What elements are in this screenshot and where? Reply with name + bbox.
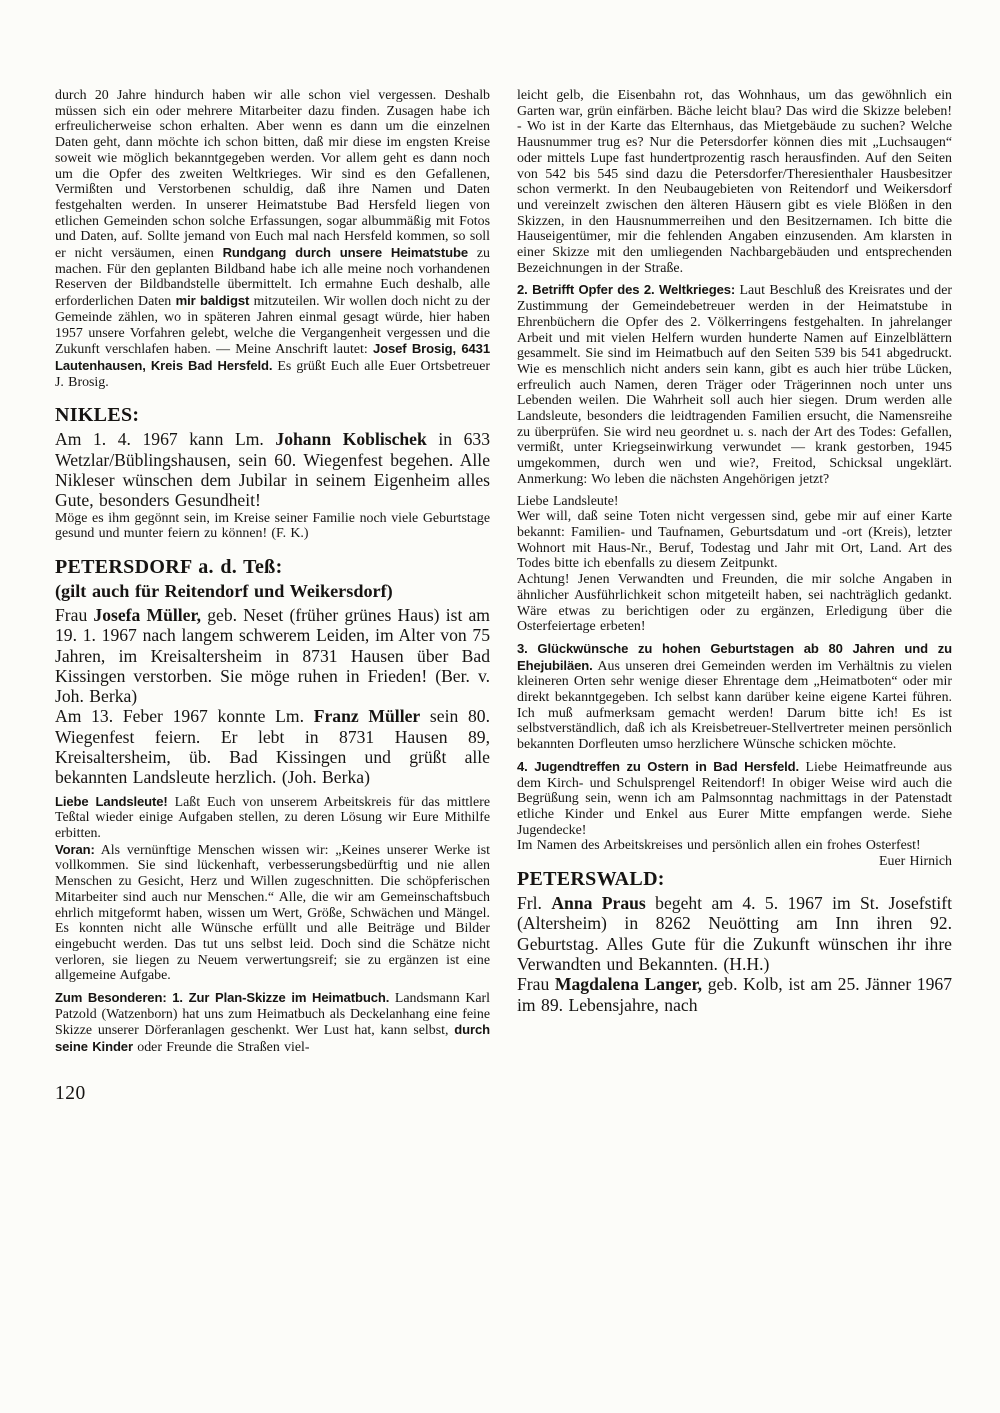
- emphasis-text: PETERSWALD:: [517, 868, 665, 891]
- emphasis-text: durch seine Kinder: [55, 1022, 490, 1055]
- petersdorf-obituary-paragraph: [55, 605, 490, 706]
- nikles-wishes-paragraph: [55, 511, 490, 542]
- column-blocks-left: [55, 88, 490, 1056]
- emphasis-text: NIKLES:: [55, 404, 140, 427]
- text-run: Es grüßt Euch alle Euer Ortsbetreuer J. Brosig.: [55, 358, 490, 390]
- text-run: leicht gelb, die Eisenbahn rot, das Wohnhaus, um das gewöhnlich ein Garten war, grün einfärben. Bäche leicht blau? Das wird die Skizze beleben! - Wo ist in der Karte das Elternhaus, das Mietgebäude zu suchen? Welche Hausnummer trug es? Nur die Petersdorfer können dies mit „Luchsaugen“ oder mittels Lupe fast hundertprozentig rasch herausfinden. Auf den Seiten von 542 bis 545 sind dazu die Petersdorfer/Theresienthaler Hausbesitzer schon vermerkt. In den Neubaugebieten von Reitendorf und Weikersdorf und vereinzelt zwischen den älteren Häusern gibt es viele Blößen in den Skizzen, in den Hausnummerreihen und den Besitzernamen. Ich bitte die Hauseigentümer, mir die fehlenden Angaben einzusenden. Am klarsten in einer Skizze mit den umliegenden Nachbargebäuden und entsprechenden Bezeichnungen in der Straße.: [517, 88, 952, 276]
- text-run: Möge es ihm gegönnt sein, im Kreise seiner Familie noch viele Geburtstage gesund und munter feiern zu können! (F. K.): [55, 510, 490, 542]
- peterswald-heading: [517, 868, 952, 891]
- text-run: oder Freunde die Straßen viel-: [132, 1040, 310, 1056]
- text-run: begeht am 4. 5. 1967 im St. Josefstift (Altersheim) in 8262 Neuötting am Inn ihren 92. Geburtstag. Alles Gute für die Zukunft wünschen ihr ihre Verwandten und Bekannten. (H.H.): [517, 893, 953, 974]
- text-run: Laßt Euch von unserem Arbeitskreis für das mittlere Teßtal wieder einige Aufgaben stellen, zu deren Lösung wir Eure Mithilfe erbitten.: [55, 794, 490, 842]
- petersdorf-heading: [55, 556, 490, 579]
- text-run: Wer will, daß seine Toten nicht vergessen sind, gebe mir auf einer Karte bekannt: Familien- und Taufnamen, Geburtsdatum und -ort (Kreis), letzter Wohnort mit Haus-Nr., Beruf, Todestag und Jahr mit Ort, Land. Art des Todes bitte ich ebenfalls zu diesem Zeitpunkt.: [517, 509, 952, 572]
- peterswald-birthday-paragraph: [517, 893, 952, 974]
- text-run: Laut Beschluß des Kreisrates und der Zustimmung der Gemeindebetreuer werden in der Heimatstube in Ehrenbüchern die Opfer des 2. Völkerringens festgehalten. In jahrelanger Arbeit und mit vielen Helfern wurden hunderte Namen auf Einzelblättern gesammelt. Sie sind im Heimatbuch auf den Seiten 539 bis 541 abgedruckt. Wie es menschlich nicht anders sein kann, gibt es auch hier trübe Lücken, erfreulich auch Namen, deren Träger oder Trägerinnen noch unter uns Lebenden weilen. Die Wahrheit soll auch hier siegen. Drum werden alle Landsleute, besonders die leidtragenden Familien ersucht, die Namensreihe zu überprüfen. Sie wird neu geordnet u. s. nach der Art des Todes: Gefallen, vermißt, unter Kriegseinwirkung verwundet — krank gestorben, 1945 umgekommen, durch wen und wie?, Freitod, Schicksal ungeklärt. Anmerkung: Wo leben die nächsten Angehörigen jetzt?: [517, 283, 952, 487]
- text-run: sein 80. Wiegenfest feiern. Er lebt in 8731 Hausen 89, Kreisaltersheim, üb. Bad Kissingen und grüßt alle bekannten Landsleute herzlich. (Joh. Berka): [55, 706, 490, 788]
- emphasis-text: Rundgang durch unsere Heimatstube: [222, 245, 469, 261]
- opfer-weltkrieg-paragraph: [517, 282, 952, 487]
- emphasis-text: Voran:: [55, 841, 95, 857]
- petersdorf-birthday-paragraph: [55, 706, 490, 787]
- text-run: Am 1. 4. 1967 kann Lm.: [55, 429, 276, 450]
- emphasis-text: Anna Praus: [551, 893, 646, 914]
- text-run: mitzuteilen. Wir wollen doch nicht zu der Gemeinde zählen, wo in späteren Jahren einmal gesagt würde, hier haben 1957 unsere Vorfahren gelebt, welche die Vergangenheit vergessen und die Zukunft verschlafen haben. — Meine Anschrift lautet:: [55, 294, 491, 358]
- text-run: zu machen. Für den geplanten Bildband habe ich alle meine noch vorhandenen Reserven der Bildbandstelle übermittelt. Ich ermahne Euch deshalb, alle erforderlichen Daten: [55, 246, 490, 310]
- text-run: Am 13. Feber 1967 konnte Lm.: [55, 706, 314, 727]
- text-run: Frau: [517, 974, 555, 995]
- nikles-heading: [55, 404, 490, 427]
- text-run: Achtung! Jenen Verwandten und Freunden, die mir solche Angaben in ähnlicher Ausführlichkeit schon mitgeteilt haben, sei nachträglich gedankt. Wäre etwas zu berichtigen oder zu ergänzen, Erledigung über die Osterfeiertage erbeten!: [517, 572, 952, 635]
- text-run: geb. Neset (früher grünes Haus) ist am 19. 1. 1967 nach langem schwerem Leiden, im Alter von 75 Jahren, im Kreisaltersheim in 8731 Hausen über Bad Kissingen verstorben. Sie möge ruhen in Frieden! (Ber. v. Joh. Berka): [55, 604, 490, 707]
- intro-continuation-paragraph: [55, 88, 490, 390]
- text-run: Im Namen des Arbeitskreises und persönlich allen ein frohes Osterfest!: [517, 838, 921, 854]
- toten-karte-paragraph: [517, 509, 952, 572]
- emphasis-text: Johann Koblischek: [275, 429, 427, 450]
- emphasis-text: 4. Jugendtreffen zu Ostern in Bad Hersfeld.: [517, 758, 800, 774]
- emphasis-text: Magdalena Langer,: [554, 974, 703, 995]
- emphasis-text: Josefa Müller,: [93, 604, 202, 625]
- landsleute-salutation: [517, 494, 952, 510]
- text-run: durch 20 Jahre hindurch haben wir alle schon viel vergessen. Deshalb müssen sich ein oder mehrere Mitarbeiter dazu finden. Zusagen habe ich erfreulicherweise schon erhalten. Aber wenn es dann um die einzelnen Daten geht, dann möchte ich schon bitten, daß mir diese im engsten Kreise soweit wie möglich bekanntgegeben werden. Vor allem geht es dann noch um die Opfer des zweiten Weltkrieges. Wir sind es den Gefallenen, Vermißten und Verstorbenen schuldig, daß ihre Namen und Daten festgehalten werden. In unserer Heimatstube Bad Hersfeld liegen von etlichen Gemeinden schon solche Erfassungen, sogar albummäßig mit Fotos und Daten, auf. Sollte jemand von Euch mal nach Hersfeld kommen, so soll er nicht versäumen, einen: [55, 88, 490, 262]
- emphasis-text: (gilt auch für Reitendorf und Weikersdorf): [55, 580, 393, 601]
- voran-paragraph: [55, 842, 490, 984]
- signature: Euer Hirnich: [879, 854, 952, 870]
- nikles-birthday-paragraph: [55, 429, 490, 510]
- plan-skizze-paragraph: [55, 990, 490, 1056]
- left-column: [55, 88, 490, 1383]
- text-run: Liebe Heimatfreunde aus dem Kirch- und Schulsprengel Reitendorf! In obiger Weise wird auch die Begrüßung sein, wenn ich am Palmsonntag nachmittags in der Patenstadt etliche Kinder und Enkel aus Eurer Mitte empfangen werde. Siehe Jugendecke!: [517, 759, 952, 838]
- text-run: Aus unseren drei Gemeinden werden im Verhältnis zu vielen kleineren Orten sehr wenige dieser Ehrentage dem „Heimatboten“ oder mir direkt bekanntgegeben. Ich selbst kann darüber keine eigene Kartei führen. Ich muß aufmerksam gemacht werden! Darum bitte ich! Es ist selbstverständlich, daß ich als Kreisbetreuer-Stellvertreter meinen persönlich bekannten Dorfleuten umso herzlichere Wünsche schicken möchte.: [517, 658, 952, 753]
- page-number: 120: [55, 1082, 86, 1104]
- glueckwuensche-paragraph: [517, 641, 952, 753]
- jugendtreffen-paragraph: [517, 759, 952, 839]
- achtung-paragraph: [517, 572, 952, 635]
- emphasis-text: 3. Glückwünsche zu hohen Geburtstagen ab 80 Jahren und zu Ehejubiläen.: [517, 640, 952, 673]
- text-run: Liebe Landsleute!: [517, 493, 619, 509]
- text-run: in 633 Wetzlar/Büblingshausen, sein 60. Wiegenfest begehen. Alle Nikleser wünschen dem Jubilar in seinem Eigenheim alles Gute, besonders Gesundheit!: [55, 429, 490, 511]
- emphasis-text: Zum Besonderen: 1. Zur Plan-Skizze im Heimatbuch.: [55, 990, 390, 1006]
- petersdorf-subheading: [55, 581, 490, 602]
- text-run: Frau: [55, 604, 94, 625]
- landsleute-appeal-paragraph: [55, 794, 490, 842]
- text-run: Als vernünftige Menschen wissen wir: „Keines unserer Werke ist vollkommen. Sie sind lückenhaft, verbesserungsbedürftig und nie allen Menschen zu Gesicht, Herz und Willen zugeschnitten. Die schöpferischen Mitarbeiter sind auch nur Menschen.“ Alle, die wir am Gemeinschaftsbuch ehrlich mitgeformt haben, wissen um Wert, Größe, Schwächen und Mängel. Es konnten nicht alle Wünsche erfüllt und alle Beiträge und Bilder eingebucht werden. Das tut uns selbst leid. Doch sind die Schätze nicht verloren, sie liegen zu Neuem verwertungsreif; sie zu ergänzen ist eine allgemeine Aufgabe.: [55, 842, 490, 984]
- osterfest-greeting-paragraph: [517, 838, 952, 870]
- skizze-continuation-paragraph: [517, 88, 952, 276]
- emphasis-text: mir baldigst: [175, 293, 250, 309]
- column-blocks-right: [517, 88, 952, 1015]
- emphasis-text: Liebe Landsleute!: [55, 793, 168, 809]
- emphasis-text: Josef Brosig, 6431 Lautenhausen, Kreis Bad Hersfeld.: [55, 341, 490, 373]
- peterswald-obituary-paragraph: [517, 974, 952, 1015]
- text-run: Landsmann Karl Patzold (Watzenborn) hat uns zum Heimatbuch als Deckelanhang eine feine Skizze unserer Dörferanlagen geschenkt. Wer Lust hat, kann selbst,: [55, 991, 491, 1039]
- emphasis-text: Franz Müller: [313, 706, 421, 727]
- text-run: geb. Kolb, ist am 25. Jänner 1967 im 89. Lebensjahre, nach: [517, 974, 952, 1015]
- emphasis-text: PETERSDORF a. d. Teß:: [55, 555, 283, 578]
- right-column: [517, 88, 952, 1383]
- text-run: Frl.: [517, 893, 552, 914]
- emphasis-text: 2. Betrifft Opfer des 2. Weltkrieges:: [517, 282, 736, 298]
